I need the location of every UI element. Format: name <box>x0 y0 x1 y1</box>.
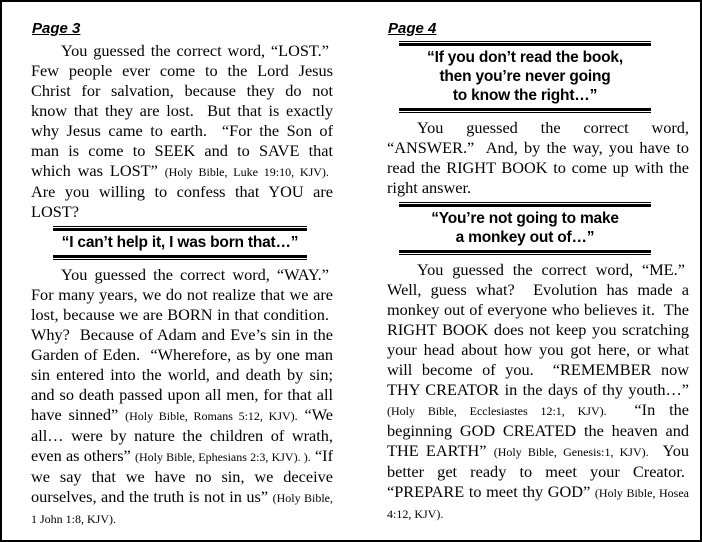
body-text: Are you willing to confess that YOU are LOST? <box>31 161 333 221</box>
section-heading-banner <box>399 41 651 113</box>
page-4-content <box>387 41 689 524</box>
scripture-citation: (Holy Bible, 1 John 1:8, KJV). <box>31 491 333 526</box>
scripture-citation: (Holy Bible, Ecclesiastes 12:1, KJV). <box>387 404 607 418</box>
banner-text <box>399 43 651 111</box>
page-4 <box>387 20 689 540</box>
scripture-citation: (Holy Bible, Luke 19:10, KJV). <box>164 165 329 179</box>
banner-line: then you’re never going <box>439 68 611 85</box>
page-3 <box>31 20 333 540</box>
page-3-content <box>31 41 333 529</box>
body-text: “We all… were by nature the children of wrath, even as others” <box>31 405 333 465</box>
banner-line: “You’re not going to make <box>431 210 619 227</box>
banner-line: “I can’t help it, I was born that…” <box>61 234 299 251</box>
paragraph <box>31 265 333 529</box>
banner-line: to know the right…” <box>452 87 598 104</box>
page-4-title: Page 4 <box>388 20 437 37</box>
body-text: You guessed the correct word, “ME.” Well, guess what? Evolution has made a monkey out of everyone who believes it. The RIGHT BOOK does not keep you scratching your head about how you got here, or what will become of you. “REMEMBER now THY CREATOR in the days of thy youth…” <box>387 260 689 399</box>
scripture-citation: (Holy Bible, Genesis:1, KJV). <box>493 445 649 459</box>
banner-line: “If you don’t read the book, <box>427 49 623 66</box>
paragraph <box>387 260 689 524</box>
banner-line: a monkey out of…” <box>455 229 595 246</box>
body-text: “If we say that we have no sin, we deceive ourselves, and the truth is not in us” <box>31 446 333 506</box>
banner-text <box>399 204 651 253</box>
scripture-citation: (Holy Bible, Romans 5:12, KJV). <box>125 409 298 423</box>
section-heading-banner <box>399 202 651 255</box>
paragraph <box>31 41 333 222</box>
body-text: You guessed the correct word, “ANSWER.” And, by the way, you have to read the RIGHT BOOK to come up with the right answer. <box>387 118 689 197</box>
body-text: You guessed the correct word, “WAY.” For many years, we do not realize that we are lost, because we are BORN in that condition. Why? Because of Adam and Eve’s sin in the Garden of Eden. “Wherefore, as by one man sin entered into the world, and death by sin; and so death passed upon all men, for that all have sinned” <box>31 265 333 424</box>
scripture-citation: (Holy Bible, Hosea 4:12, KJV). <box>387 486 689 521</box>
body-text: You guessed the correct word, “LOST.” Few people ever come to the Lord Jesus Christ for salvation, because they do not know that they are lost. But that is exactly why Jesus came to earth. “For the Son of man is come to SEEK and to SAVE that which was LOST” <box>31 41 333 180</box>
banner-text <box>53 228 307 258</box>
section-heading-banner <box>53 226 307 260</box>
page-3-title: Page 3 <box>32 20 81 37</box>
body-text: You better get ready to meet your Creator. “PREPARE to meet thy GOD” <box>387 441 689 501</box>
body-text: “In the beginning GOD CREATED the heaven and THE EARTH” <box>387 400 689 460</box>
paragraph <box>387 118 689 198</box>
scripture-citation: (Holy Bible, Ephesians 2:3, KJV). ). <box>134 450 311 464</box>
